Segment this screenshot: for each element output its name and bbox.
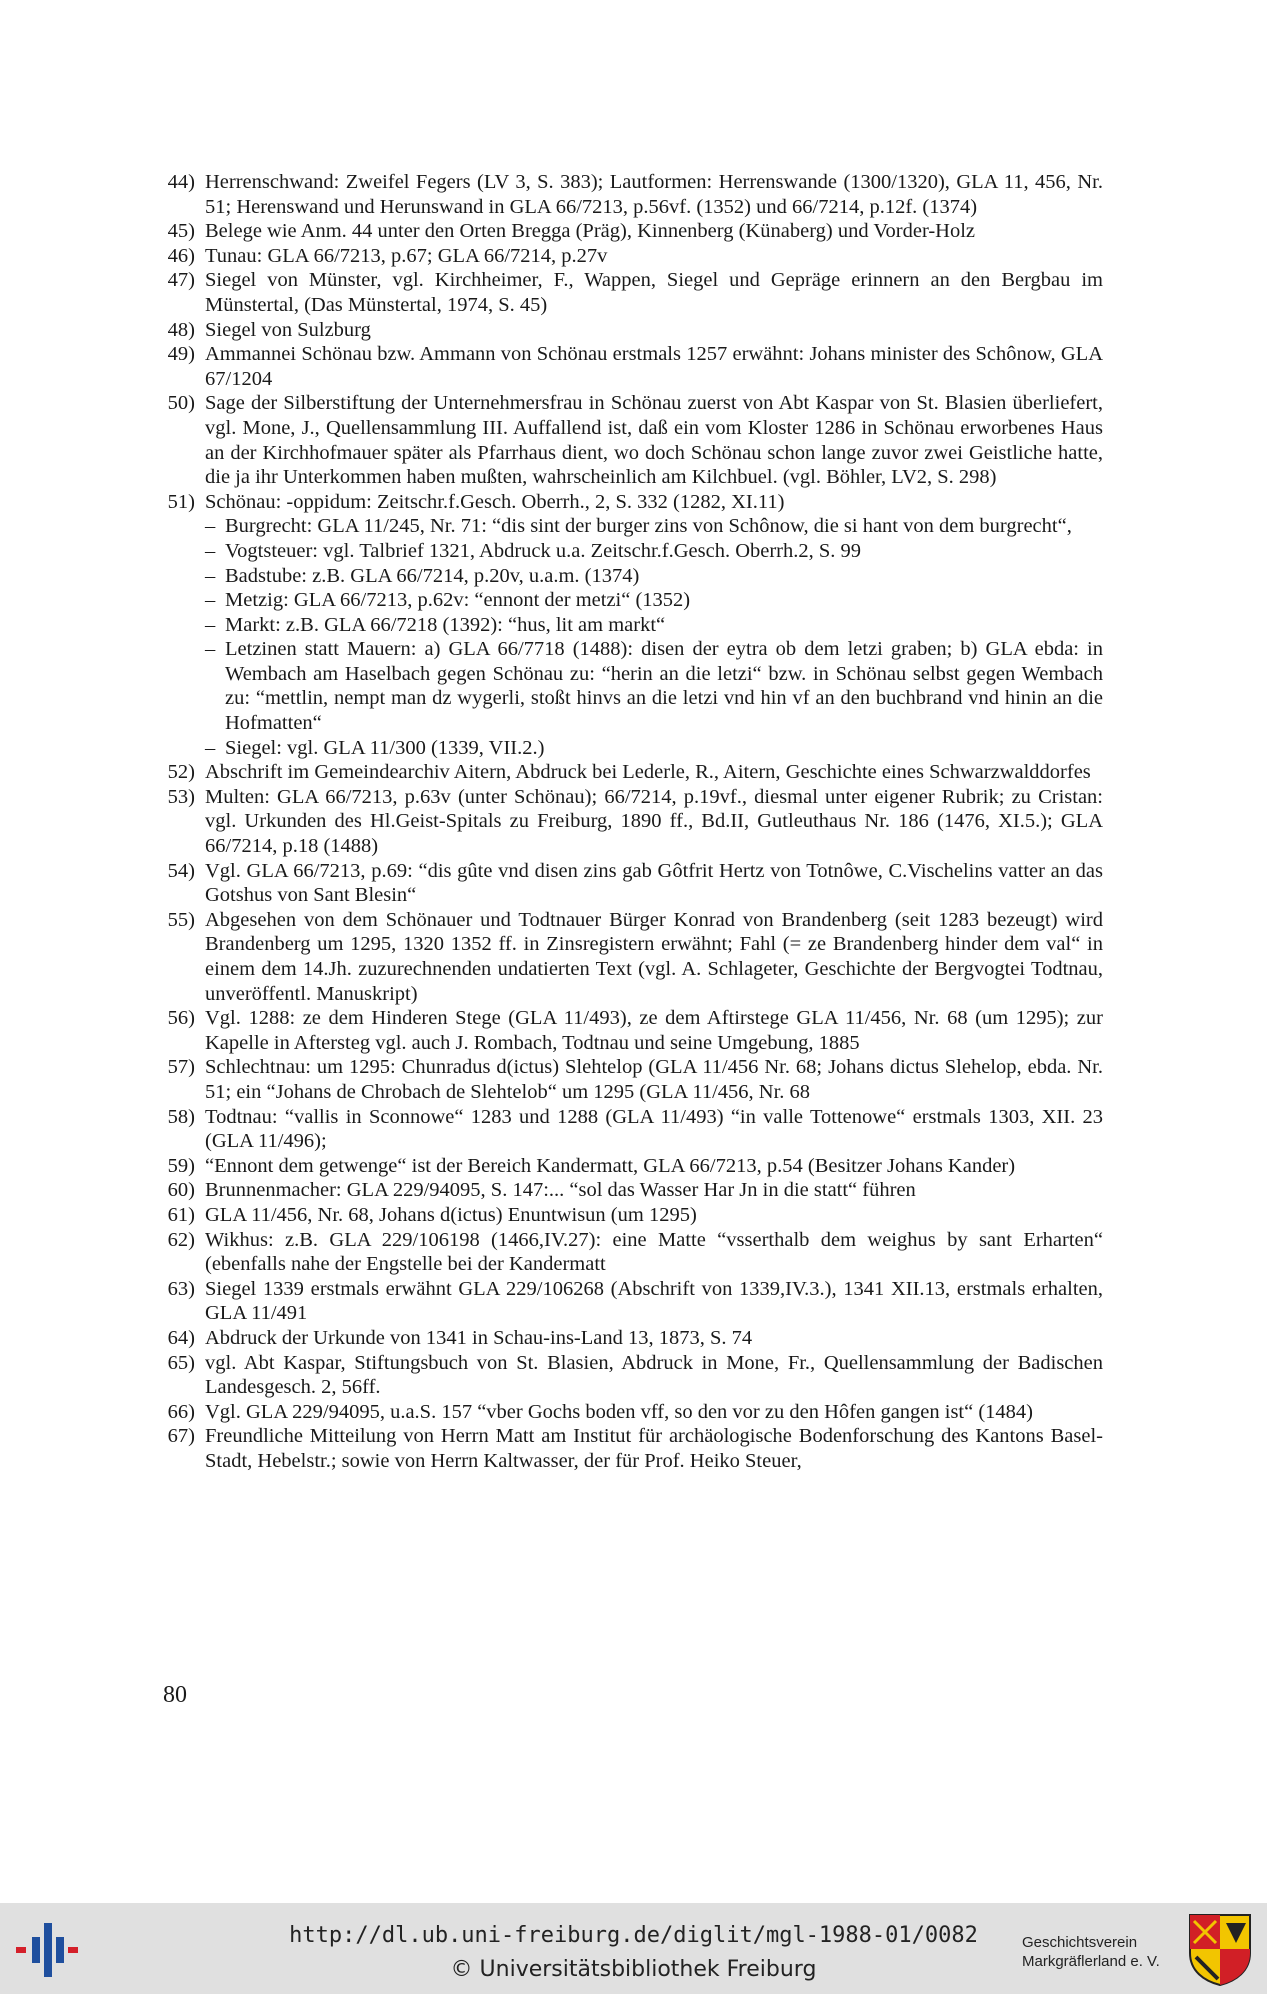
endnote xyxy=(155,1277,1103,1326)
sublist-item xyxy=(205,539,1103,564)
sublist-item-text: Siegel: vgl. GLA 11/300 (1339, VII.2.) xyxy=(225,736,545,759)
endnote-body xyxy=(205,859,1103,908)
endnote-body xyxy=(205,170,1103,219)
endnote-text: GLA 11/456, Nr. 68, Johans d(ictus) Enuntwisun (um 1295) xyxy=(205,1203,697,1226)
sublist-item-text: Metzig: GLA 66/7213, p.62v: “ennont der metzi“ (1352) xyxy=(225,589,691,612)
sublist-item-text: Letzinen statt Mauern: a) GLA 66/7718 (1488): disen der eytra ob dem letzi graben; b) GLA ebda: in Wembach am Haselbach gegen Schönau zu: “herin an die letzi“ bzw. in Schönau selbst gegen Wembach zu: “mettlin, nempt man dz wygerli, stoßt hinvs an die letzi vnd hin vf an den buchbrand vnd hinin an die Hofmatten“ xyxy=(225,638,1103,735)
dash-marker: – xyxy=(205,638,216,661)
sublist-item xyxy=(205,736,1103,761)
endnote-text: Abgesehen von dem Schönauer und Todtnauer Bürger Konrad von Brandenberg (seit 1283 bezeugt) wird Brandenberg um 1295, 1320 1352 ff. in Zinsregistern erwähnt; Fahl (= ze Brandenberg hinder dem val“ in einem dem 14.Jh. zuzurechnenden undatierten Text (vgl. A. Schlageter, Geschichte der Bergvogtei Todtnau, unveröffentl. Manuskript) xyxy=(205,908,1103,1005)
endnote xyxy=(155,1326,1103,1351)
endnote-number: 64) xyxy=(167,1326,195,1349)
sublist-item xyxy=(205,564,1103,589)
endnote xyxy=(155,908,1103,1006)
endnote-body xyxy=(205,1400,1103,1425)
endnote-text: Schlechtnau: um 1295: Chunradus d(ictus) Slehtelop (GLA 11/456 Nr. 68; Johans dictus Slehelop, ebda. Nr. 51; ein “Johans de Chrobach de Slehtelob“ um 1295 (GLA 11/456, Nr. 68 xyxy=(205,1056,1103,1103)
endnote xyxy=(155,760,1103,785)
endnote-text: Schönau: -oppidum: Zeitschr.f.Gesch. Oberrh., 2, S. 332 (1282, XI.11) xyxy=(205,490,785,513)
endnote-text: Siegel 1339 erstmals erwähnt GLA 229/106268 (Abschrift von 1339,IV.3.), 1341 XII.13, erstmals erhalten, GLA 11/491 xyxy=(205,1277,1103,1325)
sublist-item-text: Burgrecht: GLA 11/245, Nr. 71: “dis sint der burger zins von Schônow, die si hant von dem burgrecht“, xyxy=(225,515,1072,538)
endnote-number: 47) xyxy=(167,269,195,292)
dash-marker: – xyxy=(205,515,216,538)
endnote xyxy=(155,859,1103,908)
sublist-item xyxy=(205,637,1103,735)
endnote-text: Vgl. GLA 66/7213, p.69: “dis gûte vnd disen zins gab Gôtfrit Hertz von Totnôwe, C.Vischelins vatter an das Gotshus von Sant Blesin“ xyxy=(205,859,1103,907)
dash-marker: – xyxy=(205,564,216,587)
endnote-body xyxy=(205,1178,1103,1203)
sublist-item-text: Markt: z.B. GLA 66/7218 (1392): “hus, lit am markt“ xyxy=(225,613,666,636)
endnote-number: 67) xyxy=(167,1425,195,1448)
endnote xyxy=(155,170,1103,219)
endnote-number: 52) xyxy=(167,761,195,784)
endnote-body xyxy=(205,760,1103,785)
coat-of-arms-icon xyxy=(1188,1913,1252,1987)
endnote xyxy=(155,1154,1103,1179)
dash-marker: – xyxy=(205,613,216,636)
endnote-body xyxy=(205,1228,1103,1277)
endnote xyxy=(155,1351,1103,1400)
endnote-number: 61) xyxy=(167,1203,195,1226)
endnote-body xyxy=(205,490,1103,761)
endnote-text: Vgl. GLA 229/94095, u.a.S. 157 “vber Gochs boden vff, so den vor zu den Hôfen gangen ist“ (1484) xyxy=(205,1400,1034,1423)
endnote-text: vgl. Abt Kaspar, Stiftungsbuch von St. Blasien, Abdruck in Mone, Fr., Quellensammlung der Badischen Landesgesch. 2, 56ff. xyxy=(205,1351,1103,1399)
dash-marker: – xyxy=(205,539,216,562)
sublist-item xyxy=(205,588,1103,613)
endnote-text: Vgl. 1288: ze dem Hinderen Stege (GLA 11/493), ze dem Aftirstege GLA 11/456, Nr. 68 (um 1295); zur Kapelle in Aftersteg vgl. auch J. Rombach, Todtnau und seine Umgebung, 1885 xyxy=(205,1007,1103,1054)
endnote xyxy=(155,1055,1103,1104)
endnote-text: Herrenschwand: Zweifel Fegers (LV 3, S. 383); Lautformen: Herrenswande (1300/1320), GLA 11, 456, Nr. 51; Herenswand und Herunswand in GLA 66/7213, p.56vf. (1352) und 66/7214, p.12f. (1374) xyxy=(205,171,1103,218)
endnote-sublist xyxy=(205,514,1103,760)
endnote-body xyxy=(205,1006,1103,1055)
endnote-body xyxy=(205,1203,1103,1228)
endnote-number: 54) xyxy=(167,859,195,882)
endnote-text: Belege wie Anm. 44 unter den Orten Bregga (Präg), Kinnenberg (Künaberg) und Vorder-Holz xyxy=(205,220,976,243)
endnote-body xyxy=(205,391,1103,489)
endnote-number: 51) xyxy=(167,490,195,513)
endnote-text: Siegel von Sulzburg xyxy=(205,318,371,341)
endnote-text: Wikhus: z.B. GLA 229/106198 (1466,IV.27): eine Matte “vsserthalb dem weighus by sant Erharten“ (ebenfalls nahe der Engstelle bei der Kandermatt xyxy=(205,1228,1103,1276)
endnote-text: Todtnau: “vallis in Sconnowe“ 1283 und 1288 (GLA 11/493) “in valle Tottenowe“ erstmals 1303, XII. 23 (GLA 11/496); xyxy=(205,1105,1103,1153)
endnote-number: 49) xyxy=(167,343,195,366)
endnote-number: 58) xyxy=(167,1105,195,1128)
sublist-item xyxy=(205,514,1103,539)
endnote-number: 62) xyxy=(167,1228,195,1251)
endnote-body xyxy=(205,244,1103,269)
dash-marker: – xyxy=(205,736,216,759)
endnote-body xyxy=(205,1055,1103,1104)
endnote-body xyxy=(205,1154,1103,1179)
endnote xyxy=(155,1400,1103,1425)
footer-copyright: © Universitätsbibliothek Freiburg xyxy=(450,1957,817,1982)
endnote xyxy=(155,391,1103,489)
footer-bar xyxy=(0,1903,1267,1994)
endnote-body xyxy=(205,268,1103,317)
endnote-text: Abschrift im Gemeindearchiv Aitern, Abdruck bei Lederle, R., Aitern, Geschichte eines Schwarzwalddorfes xyxy=(205,761,1091,784)
dash-marker: – xyxy=(205,589,216,612)
endnote-body xyxy=(205,1326,1103,1351)
endnote-body xyxy=(205,908,1103,1006)
page-number: 80 xyxy=(163,1682,187,1708)
endnote-number: 63) xyxy=(167,1277,195,1300)
endnote-body xyxy=(205,318,1103,343)
endnote-text: Multen: GLA 66/7213, p.63v (unter Schönau); 66/7214, p.19vf., diesmal unter eigener Rubrik; zu Cristan: vgl. Urkunden des Hl.Geist-Spitals zu Freiburg, 1890 ff., Bd.II, Gutleuthaus Nr. 186 (1476, XI.5.); GLA 66/7214, p.18 (1488) xyxy=(205,785,1103,858)
sublist-item-text: Badstube: z.B. GLA 66/7214, p.20v, u.a.m. (1374) xyxy=(225,564,640,587)
endnote-number: 44) xyxy=(167,171,195,193)
endnote xyxy=(155,268,1103,317)
endnote-number: 66) xyxy=(167,1400,195,1423)
endnote-body xyxy=(205,1105,1103,1154)
endnote xyxy=(155,1105,1103,1154)
endnote xyxy=(155,318,1103,343)
endnote-number: 56) xyxy=(167,1007,195,1030)
endnote xyxy=(155,219,1103,244)
endnote-number: 48) xyxy=(167,318,195,341)
endnote-number: 57) xyxy=(167,1056,195,1079)
endnote-number: 53) xyxy=(167,785,195,808)
footer-url[interactable]: http://dl.ub.uni-freiburg.de/diglit/mgl-1988-01/0082 xyxy=(289,1923,978,1948)
endnote-text: Sage der Silberstiftung der Unternehmersfrau in Schönau zuerst von Abt Kaspar von St. Blasien überliefert, vgl. Mone, J., Quellensammlung III. Auffallend ist, daß ein vom Kloster 1286 in Schönau erworbenes Haus an der Kirchhofmauer später als Pfarrhaus dient, wo doch Schönau schon lange zuvor zwei Geistliche hatte, die ja ihr Unterkommen haben mußten, wahrscheinlich am Kilchbuel. (vgl. Böhler, LV2, S. 298) xyxy=(205,392,1103,489)
sublist-item xyxy=(205,613,1103,638)
sublist-item-text: Vogtsteuer: vgl. Talbrief 1321, Abdruck u.a. Zeitschr.f.Gesch. Oberrh.2, S. 99 xyxy=(225,539,862,562)
society-line-1: Geschichtsverein xyxy=(1022,1934,1138,1951)
endnote-number: 60) xyxy=(167,1179,195,1202)
endnote-number: 45) xyxy=(167,220,195,243)
endnote xyxy=(155,1228,1103,1277)
endnote xyxy=(155,1006,1103,1055)
endnote-text: Brunnenmacher: GLA 229/94095, S. 147:... “sol das Wasser Har Jn in die statt“ führen xyxy=(205,1179,916,1202)
endnote-body xyxy=(205,1424,1103,1473)
endnote-body xyxy=(205,1351,1103,1400)
endnotes xyxy=(155,170,1103,1473)
endnote-body xyxy=(205,1277,1103,1326)
endnote-text: Ammannei Schönau bzw. Ammann von Schönau erstmals 1257 erwähnt: Johans minister des Schônow, GLA 67/1204 xyxy=(205,343,1103,390)
endnote-number: 46) xyxy=(167,244,195,267)
endnote-number: 55) xyxy=(167,908,195,931)
endnote xyxy=(155,1178,1103,1203)
endnote-number: 59) xyxy=(167,1154,195,1177)
endnote xyxy=(155,785,1103,859)
endnote-body xyxy=(205,785,1103,859)
endnote xyxy=(155,490,1103,761)
endnote-text: Tunau: GLA 66/7213, p.67; GLA 66/7214, p.27v xyxy=(205,244,608,267)
endnote-text: Freundliche Mitteilung von Herrn Matt am Institut für archäologische Bodenforschung des Kantons Basel- Stadt, Hebelstr.; sowie von Herrn Kaltwasser, der für Prof. Heiko Steuer, xyxy=(205,1425,1103,1472)
endnote-body xyxy=(205,342,1103,391)
endnote-text: “Ennont dem getwenge“ ist der Bereich Kandermatt, GLA 66/7213, p.54 (Besitzer Johans Kander) xyxy=(205,1154,1016,1177)
society-line-2: Markgräflerland e. V. xyxy=(1022,1953,1160,1970)
endnote-text: Abdruck der Urkunde von 1341 in Schau-ins-Land 13, 1873, S. 74 xyxy=(205,1326,753,1349)
endnote-number: 65) xyxy=(167,1351,195,1374)
society-name xyxy=(1022,1933,1160,1971)
endnote-number: 50) xyxy=(167,392,195,415)
endnote xyxy=(155,1424,1103,1473)
endnote xyxy=(155,1203,1103,1228)
endnote-body xyxy=(205,219,1103,244)
endnote-text: Siegel von Münster, vgl. Kirchheimer, F., Wappen, Siegel und Gepräge erinnern an den Bergbau im Münstertal, (Das Münstertal, 1974, S. 45) xyxy=(205,269,1103,316)
endnote xyxy=(155,244,1103,269)
endnote xyxy=(155,342,1103,391)
